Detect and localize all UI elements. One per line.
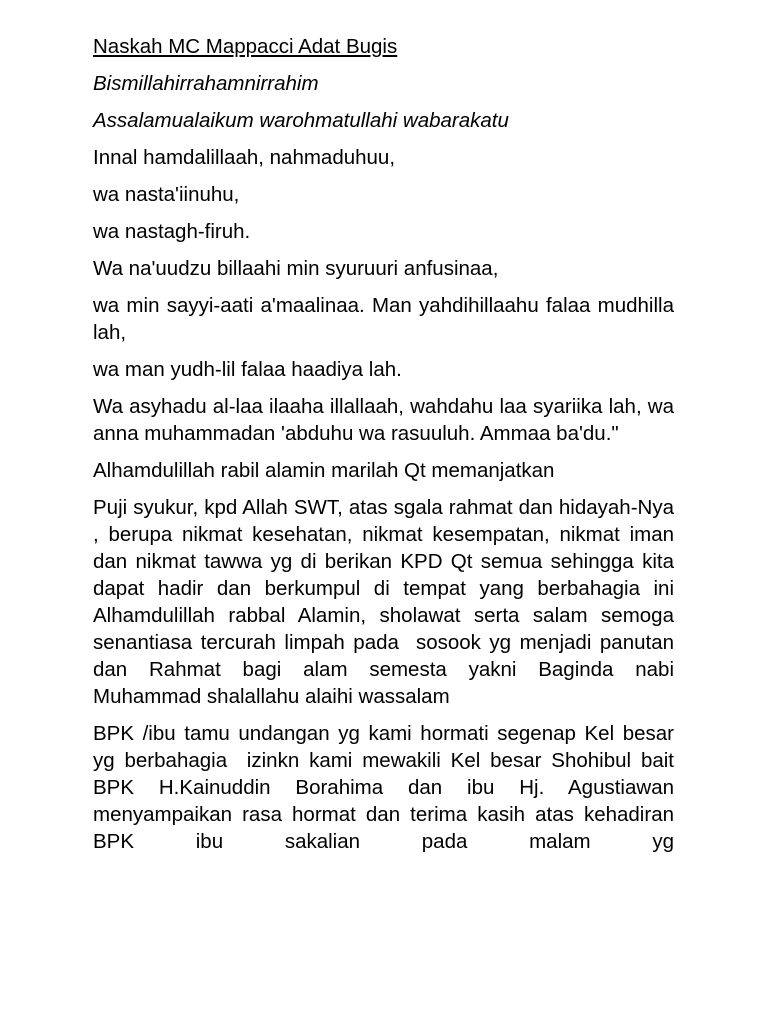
paragraph: Wa na'uudzu billaahi min syuruuri anfusinaa, (93, 257, 499, 280)
opening-basmalah: Bismillahirrahamnirrahim (93, 72, 319, 95)
document-page (93, 33, 686, 865)
paragraph: wa nastagh-firuh. (93, 220, 251, 243)
opening-salam: Assalamualaikum warohmatullahi wabarakatu (93, 109, 509, 132)
paragraph: Alhamdulillah rabil alamin marilah Qt memanjatkan (93, 459, 555, 482)
paragraph: wa nasta'iinuhu, (93, 183, 240, 206)
paragraph: wa man yudh-lil falaa haadiya lah. (93, 358, 402, 381)
paragraph: BPK /ibu tamu undangan yg kami hormati segenap Kel besar yg berbahagia izinkn kami mewakili Kel besar Shohibul bait BPK H.Kainuddin Borahima dan ibu Hj. Agustiawan menyampaikan rasa hormat dan terima kasih atas kehadiran BPK ibu sakalian pada malam yg (93, 722, 680, 853)
paragraph: Wa asyhadu al-laa ilaaha illallaah, wahdahu laa syariika lah, wa anna muhammadan 'abduhu wa rasuuluh. Ammaa ba'du." (93, 395, 680, 445)
paragraph: Puji syukur, kpd Allah SWT, atas sgala rahmat dan hidayah-Nya , berupa nikmat kesehatan, nikmat kesempatan, nikmat iman dan nikmat tawwa yg di berikan KPD Qt semua sehingga kita dapat hadir dan berkumpul di tempat yang berbahagia ini Alhamdulillah rabbal Alamin, sholawat serta salam semoga senantiasa tercurah limpah pada sosook yg menjadi panutan dan Rahmat bagi alam semesta yakni Baginda nabi Muhammad shalallahu alaihi wassalam (93, 496, 686, 708)
paragraph: wa min sayyi-aati a'maalinaa. Man yahdihillaahu falaa mudhilla lah, (93, 294, 680, 344)
document-title: Naskah MC Mappacci Adat Bugis (93, 35, 398, 58)
paragraph: Innal hamdalillaah, nahmaduhuu, (93, 146, 396, 169)
